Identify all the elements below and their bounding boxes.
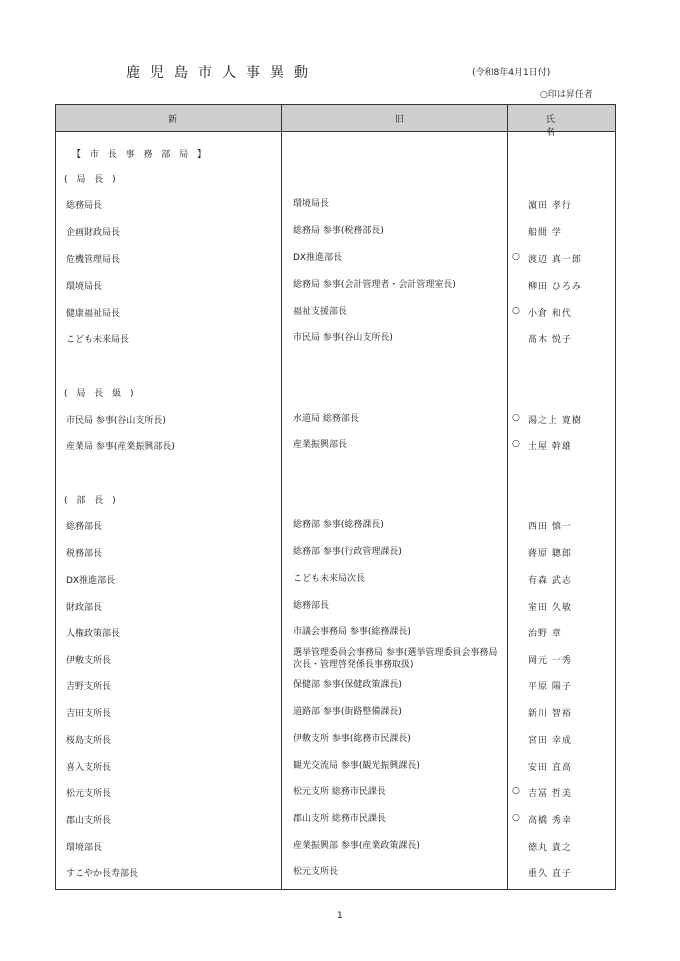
header-new: 新 [168,115,178,125]
person-name: 蔣原 聰郎 [528,549,572,559]
promotion-note: ○印は昇任者 [540,90,593,100]
new-post: 伊敷支所長 [66,656,112,666]
person-name: 船間 学 [528,228,562,238]
new-post: 松元支所長 [66,789,112,799]
person-name: 湯之上 寛樹 [528,416,582,426]
new-post: 健康福祉局長 [66,309,121,319]
person-name: 柳田 ひろみ [528,282,582,292]
section-heading: ( 局 長 ) [64,175,119,185]
new-post: 総務局長 [66,201,103,211]
page-number: 1 [337,911,343,921]
old-post: 環境局長 [293,199,330,209]
person-name: 室田 久敏 [528,603,572,613]
old-post: 保健部 参事(保健政策課長) [293,680,402,690]
old-post: 松元支所 総務市民課長 [293,787,386,797]
table-header [56,105,615,138]
person-name: 髙木 悦子 [528,335,572,345]
new-post: 危機管理局長 [66,255,121,265]
old-post: 水道局 総務部長 [293,414,359,424]
person-name: 宮田 幸成 [528,736,572,746]
new-post: DX推進部長 [66,576,116,586]
new-post: 環境局長 [66,282,103,292]
new-post: 税務部長 [66,549,103,559]
person-name: 小倉 和代 [528,309,572,319]
old-post: 総務部 参事(総務課長) [293,520,384,530]
promotion-mark: ○ [512,439,520,449]
promotion-mark: ○ [512,306,520,316]
person-name: 吉冨 哲美 [528,789,572,799]
new-post: 総務部長 [66,522,103,532]
personnel-table [55,104,616,890]
old-post: 産業振興部 参事(産業政策課長) [293,841,420,851]
old-post: 総務部 参事(行政管理課長) [293,547,402,557]
header-old: 旧 [395,115,405,125]
person-name: 西田 慎一 [528,522,572,532]
section-heading: ( 部 長 ) [64,496,119,506]
person-name: 渡辺 真一郎 [528,255,582,265]
old-post: 伊敷支所 参事(総務市民課長) [293,734,411,744]
old-post: 郡山支所 総務市民課長 [293,814,386,824]
old-post: 市民局 参事(谷山支所長) [293,333,393,343]
old-post: こども未来局次長 [293,574,366,584]
old-post: 松元支所長 [293,867,339,877]
section-heading: ( 局 長 級 ) [64,389,137,399]
new-post: 企画財政局長 [66,228,121,238]
old-post: 総務局 参事(税務部長) [293,226,384,236]
column-divider [281,105,282,889]
person-name: 重久 直子 [528,869,572,879]
old-post: 産業振興部長 [293,440,348,450]
person-name: 岡元 一秀 [528,656,572,666]
new-post: 吉野支所長 [66,682,112,692]
promotion-mark: ○ [512,813,520,823]
person-name: 土屋 幹雄 [528,442,572,452]
old-post: 道路部 参事(街路整備課長) [293,707,402,717]
old-post: 観光交流局 参事(観光振興課長) [293,761,420,771]
effective-date: (令和8年4月1日付) [472,68,551,78]
person-name: 有森 武志 [528,576,572,586]
old-post: 市議会事務局 参事(総務課長) [293,627,411,637]
new-post: 吉田支所長 [66,709,112,719]
new-post: 市民局 参事(谷山支所長) [66,416,166,426]
old-post: 総務局 参事(会計管理者・会計管理室長) [293,280,456,290]
promotion-mark: ○ [512,252,520,262]
person-name: 高橋 秀幸 [528,816,572,826]
person-name: 安田 直高 [528,763,572,773]
section-heading: 【 市 長 事 務 部 局 】 [72,150,210,160]
new-post: こども未来局長 [66,335,130,345]
new-post: 産業局 参事(産業振興部長) [66,442,175,452]
old-post: 総務部長 [293,601,330,611]
old-post: 福祉支援部長 [293,307,348,317]
person-name: 徳丸 貴之 [528,843,572,853]
person-name: 濵田 孝行 [528,201,572,211]
old-post: DX推進部長 [293,253,343,263]
new-post: 環境部長 [66,843,103,853]
new-post: 人権政策部長 [66,629,121,639]
new-post: 郡山支所長 [66,816,112,826]
person-name: 平原 陽子 [528,682,572,692]
promotion-mark: ○ [512,413,520,423]
person-name: 治野 章 [528,629,562,639]
person-name: 新川 智裕 [528,709,572,719]
promotion-mark: ○ [512,786,520,796]
new-post: 桜島支所長 [66,736,112,746]
new-post: 喜入支所長 [66,763,112,773]
new-post: すこやか長寿部長 [66,869,139,879]
new-post: 財政部長 [66,603,103,613]
page-title: 鹿児島市人事異動 [126,65,318,81]
old-post: 選挙管理委員会事務局 参事(選挙管理委員会事務局次長・管理啓発係長事務取扱) [293,648,498,670]
header-name: 氏名 [546,115,590,138]
column-divider [507,105,508,889]
